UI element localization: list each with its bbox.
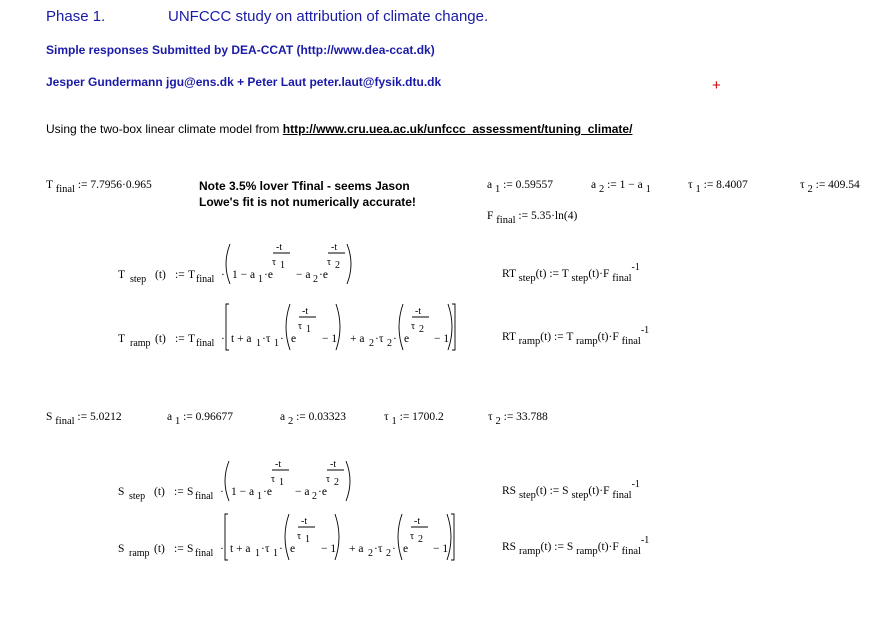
svg-text:1: 1	[274, 338, 279, 349]
svg-text:τ: τ	[298, 321, 303, 332]
a1-definition: a 1 := 0.59557	[487, 179, 554, 195]
svg-text:2: 2	[419, 324, 424, 335]
svg-text:step: step	[130, 274, 147, 285]
svg-text:(t): (t)	[154, 543, 165, 555]
rt-step-formula: RT step(t) := T step(t)·F final-1	[502, 262, 640, 284]
svg-text:T: T	[188, 269, 196, 281]
svg-text:S: S	[118, 486, 125, 498]
svg-text::=: :=	[175, 269, 185, 281]
svg-text:step: step	[129, 491, 146, 502]
svg-text:2: 2	[368, 548, 373, 559]
svg-text:− a: − a	[295, 486, 310, 498]
svg-text:final: final	[195, 491, 214, 502]
rs-step-formula: RS step(t) := S step(t)·F final-1	[502, 479, 640, 501]
svg-text:(t): (t)	[155, 269, 166, 281]
accuracy-note: Note 3.5% lover Tfinal - seems Jason Lowe's fit is not numerically accurate!	[199, 179, 416, 209]
svg-text:-t: -t	[415, 306, 422, 317]
s-step-formula	[118, 455, 368, 505]
svg-text:− 1: − 1	[321, 543, 337, 555]
svg-text:− 1: − 1	[434, 333, 450, 345]
svg-text:1: 1	[258, 274, 263, 285]
svg-text:·: ·	[220, 543, 224, 555]
svg-text:ramp: ramp	[129, 548, 150, 559]
svg-text:1: 1	[306, 324, 311, 335]
s-a1-definition: a 1 := 0.96677	[167, 411, 234, 427]
a2-definition: a 2 := 1 − a 1	[591, 179, 651, 195]
svg-text:·: ·	[220, 486, 224, 498]
t-final-definition: T final := 7.7956·0.965	[46, 179, 152, 195]
svg-text:final: final	[196, 274, 215, 285]
svg-text::=: :=	[174, 486, 184, 498]
svg-text:1: 1	[273, 548, 278, 559]
t-step-formula	[118, 238, 368, 288]
svg-text:S: S	[187, 486, 194, 498]
svg-text:2: 2	[369, 338, 374, 349]
svg-text:·τ: ·τ	[375, 333, 384, 345]
svg-text:τ: τ	[271, 474, 276, 485]
phase-label: Phase 1.	[46, 8, 106, 25]
svg-text:1: 1	[279, 477, 284, 488]
tau2-definition: τ 2 := 409.54	[800, 179, 860, 195]
subtitle: Simple responses Submitted by DEA-CCAT (http://www.dea-ccat.dk)	[46, 43, 435, 57]
svg-text:t + a: t + a	[231, 333, 252, 345]
svg-text:τ: τ	[411, 321, 416, 332]
svg-text:·e: ·e	[318, 486, 327, 498]
svg-text:·: ·	[221, 269, 225, 281]
svg-text:− 1: − 1	[433, 543, 449, 555]
f-final-definition: F final := 5.35·ln(4)	[487, 210, 578, 226]
authors-line: Jesper Gundermann jgu@ens.dk + Peter Laut peter.laut@fysik.dtu.dk	[46, 75, 442, 89]
svg-text::=: :=	[174, 543, 184, 555]
s-final-definition: S final := 5.0212	[46, 411, 122, 427]
svg-text:1: 1	[305, 534, 310, 545]
svg-text:T: T	[188, 333, 196, 345]
svg-text:·: ·	[392, 543, 396, 555]
svg-text:2: 2	[312, 491, 317, 502]
svg-text:T: T	[118, 269, 126, 281]
svg-text::=: :=	[175, 333, 185, 345]
svg-text:·τ: ·τ	[374, 543, 383, 555]
svg-text:-t: -t	[302, 306, 309, 317]
svg-text:τ: τ	[326, 474, 331, 485]
svg-text:2: 2	[387, 338, 392, 349]
svg-text:e: e	[291, 333, 297, 345]
svg-text:e: e	[290, 543, 296, 555]
svg-text:1: 1	[255, 548, 260, 559]
svg-text:final: final	[196, 338, 215, 349]
s-ramp-formula	[118, 510, 468, 565]
svg-text:-t: -t	[276, 242, 283, 253]
s-tau2-definition: τ 2 := 33.788	[488, 411, 548, 427]
svg-text:·e: ·e	[264, 269, 273, 281]
t-ramp-formula	[118, 300, 468, 355]
svg-text:e: e	[403, 543, 409, 555]
intro-text: Using the two-box linear climate model from	[46, 122, 283, 136]
svg-text:τ: τ	[272, 257, 277, 268]
svg-text:− 1: − 1	[322, 333, 338, 345]
svg-text:+ a: + a	[350, 333, 365, 345]
cru-link[interactable]: http://www.cru.uea.ac.uk/unfccc_assessment/tuning_climate/	[282, 122, 633, 136]
svg-text:·: ·	[221, 333, 225, 345]
svg-text:− a: − a	[296, 269, 311, 281]
svg-text:-t: -t	[275, 459, 282, 470]
svg-text:2: 2	[313, 274, 318, 285]
svg-text:(t): (t)	[155, 333, 166, 345]
svg-text:2: 2	[386, 548, 391, 559]
svg-text:1: 1	[256, 338, 261, 349]
svg-text:ramp: ramp	[130, 338, 151, 349]
svg-text:-t: -t	[414, 516, 421, 527]
svg-text:final: final	[195, 548, 214, 559]
svg-text:·e: ·e	[319, 269, 328, 281]
svg-text:1: 1	[280, 260, 285, 271]
svg-text:1 − a: 1 − a	[231, 486, 255, 498]
svg-text:τ: τ	[297, 531, 302, 542]
svg-text:+ a: + a	[349, 543, 364, 555]
svg-text:-t: -t	[330, 459, 337, 470]
svg-text:t + a: t + a	[230, 543, 251, 555]
svg-text:·: ·	[280, 333, 284, 345]
intro-line	[46, 122, 632, 136]
svg-text:1 − a: 1 − a	[232, 269, 256, 281]
svg-text:τ: τ	[327, 257, 332, 268]
svg-text:·e: ·e	[263, 486, 272, 498]
svg-text:-t: -t	[331, 242, 338, 253]
svg-text:·: ·	[279, 543, 283, 555]
svg-text:τ: τ	[410, 531, 415, 542]
svg-text:(t): (t)	[154, 486, 165, 498]
svg-text:T: T	[118, 333, 126, 345]
svg-text:·τ: ·τ	[261, 543, 270, 555]
svg-text:·τ: ·τ	[262, 333, 271, 345]
rs-ramp-formula: RS ramp(t) := S ramp(t)·F final-1	[502, 535, 650, 557]
svg-text:S: S	[187, 543, 194, 555]
rt-ramp-formula: RT ramp(t) := T ramp(t)·F final-1	[502, 325, 650, 347]
page-title: UNFCCC study on attribution of climate change.	[168, 8, 489, 25]
svg-text:-t: -t	[301, 516, 308, 527]
svg-text:·: ·	[393, 333, 397, 345]
cursor-crosshair-icon: +	[712, 77, 721, 94]
s-tau1-definition: τ 1 := 1700.2	[384, 411, 444, 427]
svg-text:1: 1	[257, 491, 262, 502]
s-a2-definition: a 2 := 0.03323	[280, 411, 347, 427]
svg-text:2: 2	[418, 534, 423, 545]
tau1-definition: τ 1 := 8.4007	[688, 179, 748, 195]
svg-text:2: 2	[335, 260, 340, 271]
svg-text:2: 2	[334, 477, 339, 488]
svg-text:e: e	[404, 333, 410, 345]
svg-text:S: S	[118, 543, 125, 555]
